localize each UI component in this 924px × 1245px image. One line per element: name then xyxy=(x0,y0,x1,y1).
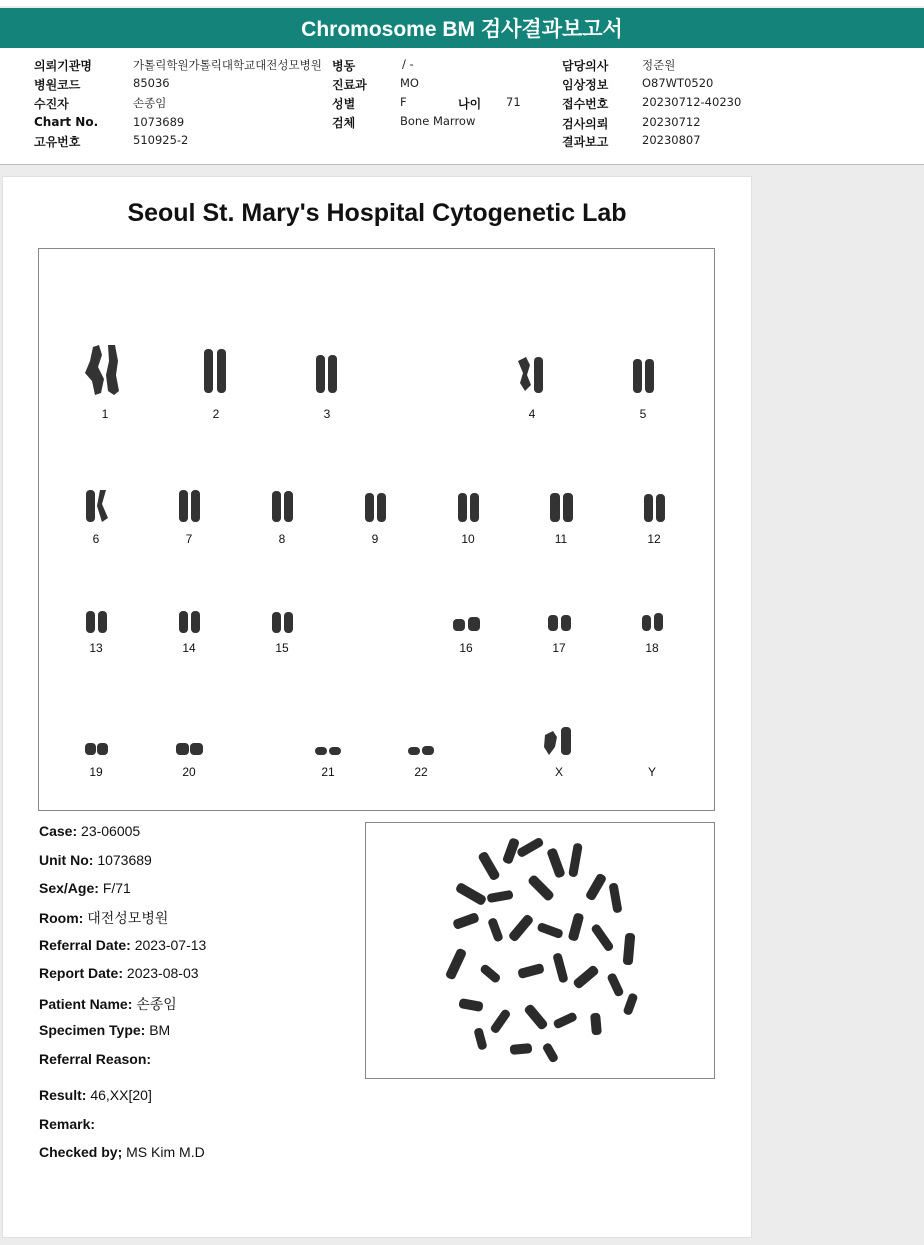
unit-no-field xyxy=(39,852,152,868)
room-label: Room: xyxy=(39,910,84,926)
chromosome-pair xyxy=(345,466,405,546)
chromosome-label: 8 xyxy=(278,532,286,546)
chromosome-label: 2 xyxy=(212,407,220,421)
report-date-label: Report Date: xyxy=(39,965,124,981)
header-label-request-date: 검사의뢰 xyxy=(562,117,609,131)
sex-age-field xyxy=(39,880,131,896)
chromosome-label: 18 xyxy=(645,641,659,655)
header-label-specimen: 검체 xyxy=(332,116,356,130)
chromosome-label: 17 xyxy=(552,641,566,655)
metaphase-spread xyxy=(366,823,714,1078)
chromosome-label: 6 xyxy=(92,532,100,546)
karyogram xyxy=(38,248,715,811)
report-page xyxy=(2,176,752,1238)
case-value: 23-06005 xyxy=(81,823,141,839)
chromosome-label: 11 xyxy=(554,532,568,546)
unit-no-label: Unit No: xyxy=(39,852,94,868)
chromosome-pair xyxy=(252,575,312,655)
chromosome-pair xyxy=(622,699,682,779)
chromosome-pair xyxy=(529,575,589,655)
chromosome-label: 14 xyxy=(182,641,196,655)
header-label-ward: 병동 xyxy=(332,59,356,73)
patient-name-field xyxy=(39,994,177,1014)
lab-title: Seoul St. Mary's Hospital Cytogenetic Lab xyxy=(127,199,627,227)
report-header xyxy=(0,48,924,165)
patient-name-value: 손종임 xyxy=(136,996,177,1012)
header-label-institution: 의뢰기관명 xyxy=(34,59,92,73)
chromosome-label: 21 xyxy=(321,765,335,779)
metaphase-image xyxy=(365,822,715,1079)
header-label-department: 진료과 xyxy=(332,78,367,92)
remark-label: Remark: xyxy=(39,1116,96,1132)
chromosome-label: Y xyxy=(647,765,656,779)
header-value-department: MO xyxy=(400,76,419,90)
chromosome-pair xyxy=(159,699,219,779)
header-value-clinical-info: O87WT0520 xyxy=(642,76,714,90)
sex-age-value: F/71 xyxy=(102,880,131,896)
chromosome-label: 5 xyxy=(639,407,647,421)
header-value-institution: 가톨릭학원가톨릭대학교대전성모병원 xyxy=(133,58,322,72)
header-value-patient: 손종임 xyxy=(133,96,167,110)
chromosome-label: 16 xyxy=(459,641,473,655)
chromosome-pair xyxy=(159,575,219,655)
room-field xyxy=(39,908,168,928)
header-label-doctor: 담당의사 xyxy=(562,59,609,73)
header-label-chart-no: Chart No. xyxy=(34,115,99,129)
remark-field xyxy=(39,1116,95,1132)
checked-by-field xyxy=(39,1144,205,1160)
sex-age-label: Sex/Age: xyxy=(39,880,99,896)
header-label-patient: 수진자 xyxy=(34,97,69,111)
header-label-report-date: 결과보고 xyxy=(562,135,609,149)
patient-name-label: Patient Name: xyxy=(39,996,133,1012)
case-field xyxy=(39,823,140,839)
chromosome-label: 7 xyxy=(185,532,193,546)
chromosome-pair xyxy=(624,466,684,546)
chromosome-pair xyxy=(622,575,682,655)
chromosome-pair xyxy=(297,341,357,421)
chromosome-pair xyxy=(391,699,451,779)
header-label-age: 나이 xyxy=(458,97,482,111)
chromosome-pair xyxy=(529,699,589,779)
header-value-age: 71 xyxy=(506,95,521,109)
header-value-chart-no: 1073689 xyxy=(133,115,185,129)
chromosome-label: 19 xyxy=(89,765,103,779)
header-value-request-date: 20230712 xyxy=(642,115,701,129)
header-label-hospital-code: 병원코드 xyxy=(34,78,81,92)
chromosome-label: 3 xyxy=(323,407,331,421)
checked-by-label: Checked by; xyxy=(39,1144,123,1160)
chromosome-pair xyxy=(438,466,498,546)
referral-date-label: Referral Date: xyxy=(39,937,131,953)
header-label-unique-no: 고유번호 xyxy=(34,135,81,149)
case-label: Case: xyxy=(39,823,78,839)
header-value-receipt-no: 20230712-40230 xyxy=(642,95,742,109)
chromosome-label: 22 xyxy=(414,765,428,779)
chromosome-label: 15 xyxy=(275,641,289,655)
chromosome-pair xyxy=(66,699,126,779)
specimen-type-value: BM xyxy=(149,1022,171,1038)
header-value-doctor: 정준원 xyxy=(642,58,676,72)
referral-reason-label: Referral Reason: xyxy=(39,1051,152,1067)
chromosome-pair xyxy=(298,699,358,779)
header-value-ward: / - xyxy=(402,57,414,71)
chromosome-pair xyxy=(75,341,135,421)
chromosome-label: 10 xyxy=(461,532,475,546)
header-label-receipt-no: 접수번호 xyxy=(562,97,609,111)
chromosome-pair xyxy=(531,466,591,546)
chromosome-pair xyxy=(252,466,312,546)
chromosome-pair xyxy=(613,341,673,421)
result-value: 46,XX[20] xyxy=(90,1087,152,1103)
header-label-sex: 성별 xyxy=(332,97,356,111)
unit-no-value: 1073689 xyxy=(97,852,152,868)
chromosome-label: 4 xyxy=(528,407,536,421)
specimen-type-field xyxy=(39,1022,170,1038)
chromosome-label: 13 xyxy=(89,641,103,655)
chromosome-label: 9 xyxy=(371,532,379,546)
report-title: Chromosome BM 검사결과보고서 xyxy=(0,8,924,48)
header-label-clinical-info: 임상정보 xyxy=(562,78,609,92)
top-strip xyxy=(0,0,924,6)
chromosome-label: 12 xyxy=(647,532,661,546)
chromosome-pair xyxy=(436,575,496,655)
room-value: 대전성모병원 xyxy=(87,910,169,926)
chromosome-pair xyxy=(66,466,126,546)
referral-date-field xyxy=(39,937,206,953)
chromosome-pair xyxy=(186,341,246,421)
referral-reason-field xyxy=(39,1051,151,1067)
chromosome-label: 20 xyxy=(182,765,196,779)
chromosome-label: 1 xyxy=(101,407,109,421)
header-value-sex: F xyxy=(400,95,407,109)
header-value-unique-no: 510925-2 xyxy=(133,133,189,147)
chromosome-pair xyxy=(159,466,219,546)
checked-by-value: MS Kim M.D xyxy=(126,1144,205,1160)
chromosome-pair xyxy=(502,341,562,421)
report-date-field xyxy=(39,965,199,981)
result-label: Result: xyxy=(39,1087,87,1103)
chromosome-label: X xyxy=(554,765,563,779)
referral-date-value: 2023-07-13 xyxy=(134,937,207,953)
chromosome-pair xyxy=(66,575,126,655)
header-value-hospital-code: 85036 xyxy=(133,76,170,90)
header-value-specimen: Bone Marrow xyxy=(400,114,476,128)
result-field xyxy=(39,1087,152,1103)
specimen-type-label: Specimen Type: xyxy=(39,1022,146,1038)
header-value-report-date: 20230807 xyxy=(642,133,701,147)
report-date-value: 2023-08-03 xyxy=(126,965,199,981)
